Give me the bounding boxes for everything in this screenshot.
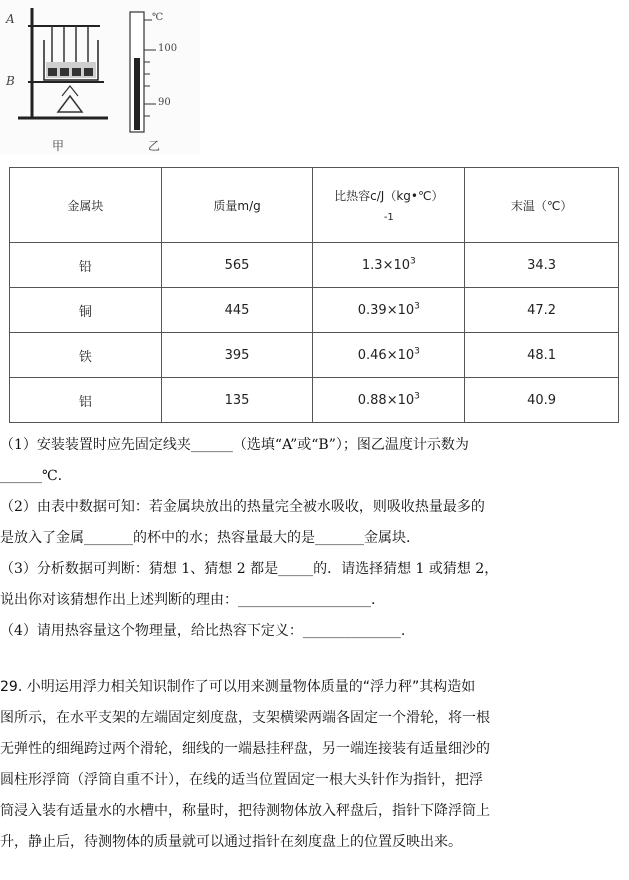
problem-29-line: 图所示，在水平支架的左端固定刻度盘，支架横梁两端各固定一个滑轮，将一根 — [0, 710, 490, 726]
cell-specific-heat — [313, 333, 465, 378]
cell-c-exp: 3 — [414, 301, 420, 312]
cell-specific-heat — [313, 288, 465, 333]
cell-final-temp: 34.3 — [465, 243, 619, 288]
cell-c-exp: 3 — [414, 391, 420, 402]
table-row — [10, 333, 619, 378]
question-2-line-2: 是放入了金属_______的杯中的水；热容量最大的是_______金属块. — [0, 530, 411, 546]
cell-mass: 395 — [161, 333, 313, 378]
header-specific-heat-exponent: -1 — [383, 212, 394, 223]
table-row — [10, 288, 619, 333]
header-specific-heat — [313, 168, 465, 243]
cell-metal: 铁 — [10, 333, 162, 378]
problem-29-line: 升，静止后，待测物体的质量就可以通过指针在刻度盘上的位置反映出来。 — [0, 834, 462, 850]
problem-29-block — [0, 672, 629, 858]
cell-mass: 565 — [161, 243, 313, 288]
cell-final-temp: 47.2 — [465, 288, 619, 333]
header-final-temp: 末温（℃） — [465, 168, 619, 243]
cell-mass: 445 — [161, 288, 313, 333]
caption-jia: 甲 — [52, 139, 65, 153]
cell-specific-heat — [313, 243, 465, 288]
problem-29-line: 圆柱形浮筒（浮筒自重不计），在线的适当位置固定一根大头针作为指针，把浮 — [0, 772, 483, 788]
cell-specific-heat — [313, 378, 465, 423]
question-1-line-1: （1）安装装置时应先固定线夹______（选填“A”或“B”）；图乙温度计示数为 — [0, 437, 469, 453]
problem-29-line: 29. 小明运用浮力相关知识制作了可以用来测量物体质量的“浮力秤”其构造如 — [0, 679, 476, 695]
table-row — [10, 378, 619, 423]
cell-c-base: 1.3×10 — [361, 257, 410, 273]
header-metal: 金属块 — [10, 168, 162, 243]
problem-29-line: 无弹性的细绳跨过两个滑轮，细线的一端悬挂秤盘，另一端连接装有适量细沙的 — [0, 741, 490, 757]
caption-yi: 乙 — [148, 139, 161, 153]
cell-c-exp: 3 — [414, 346, 420, 357]
apparatus-illustration — [0, 0, 200, 155]
problem-29-line: 筒浸入装有适量水的水槽中，称量时，把待测物体放入秤盘后，指针下降浮筒上 — [0, 803, 490, 819]
header-mass: 质量m/g — [161, 168, 313, 243]
thermometer-mark-100: 100 — [158, 43, 178, 54]
cell-mass: 135 — [161, 378, 313, 423]
question-3-line-2: 说出你对该猜想作出上述判断的理由：___________________. — [0, 592, 376, 608]
cell-metal: 铝 — [10, 378, 162, 423]
cell-final-temp: 40.9 — [465, 378, 619, 423]
thermometer-mark-90: 90 — [158, 97, 171, 108]
question-3-line-1: （3）分析数据可判断：猜想 1、猜想 2 都是_____的．请选择猜想 1 或猜想 2， — [0, 561, 499, 577]
clamp-b-label: B — [6, 74, 15, 88]
metal-data-table — [9, 167, 619, 423]
table-row — [10, 243, 619, 288]
clamp-a-label: A — [6, 12, 15, 26]
cell-metal: 铜 — [10, 288, 162, 333]
cell-c-exp: 3 — [410, 256, 416, 267]
thermometer-unit: ℃ — [152, 12, 164, 23]
question-4-line-1: （4）请用热容量这个物理量，给比热容下定义：______________. — [0, 623, 406, 639]
experiment-figure — [0, 0, 200, 155]
cell-metal: 铅 — [10, 243, 162, 288]
question-2-line-1: （2）由表中数据可知：若金属块放出的热量完全被水吸收，则吸收热量最多的 — [0, 499, 485, 515]
header-specific-heat-main: 比热容c/J（kg•℃） — [334, 189, 444, 203]
cell-final-temp: 48.1 — [465, 333, 619, 378]
cell-c-base: 0.46×10 — [357, 347, 415, 363]
cell-c-base: 0.88×10 — [357, 392, 415, 408]
questions-block — [0, 430, 629, 647]
question-1-line-2: ______℃. — [0, 468, 63, 484]
table-header-row — [10, 168, 619, 243]
cell-c-base: 0.39×10 — [357, 302, 415, 318]
